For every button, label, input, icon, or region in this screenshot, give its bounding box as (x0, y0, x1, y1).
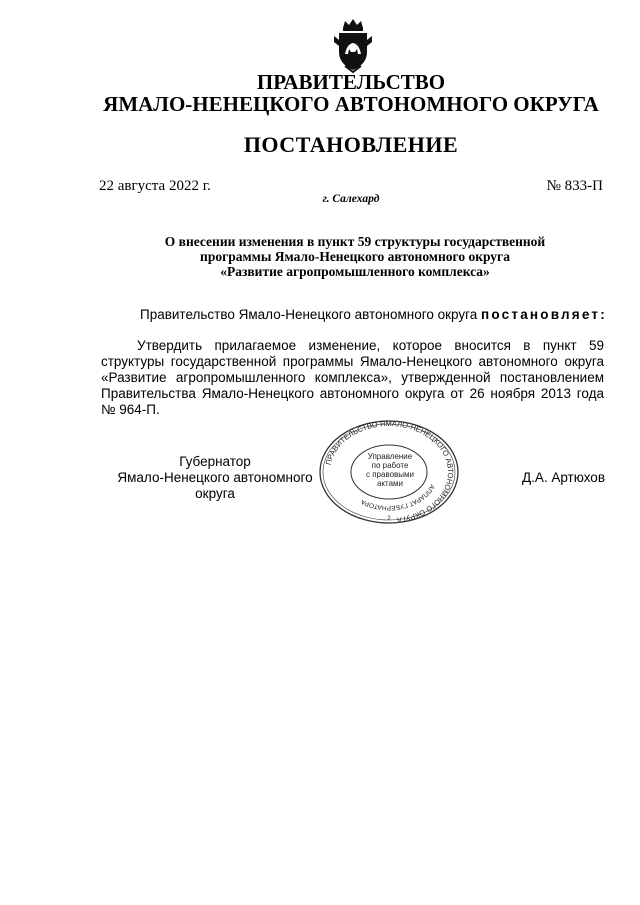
document-subject (130, 234, 580, 279)
government-name (0, 71, 640, 115)
subject-line-1: О внесении изменения в пункт 59 структуры государственной (164, 234, 546, 249)
stamp-center-text (352, 452, 428, 488)
stamp-center-line-1: Управление (367, 452, 413, 461)
stamp-center-line-3: с правовыми (365, 470, 415, 479)
coat-of-arms-icon (331, 18, 375, 74)
document-date: 22 августа 2022 г. (99, 178, 211, 194)
signatory-title-line-1: Губернатор (179, 454, 251, 469)
stamp-number: 2 (387, 516, 391, 522)
signatory-title-line-2: Ямало-Ненецкого автономного округа (117, 470, 313, 501)
decree-verb: постановляет: (481, 307, 607, 322)
subject-line-2: программы Ямало-Ненецкого автономного округа (200, 249, 510, 264)
signatory-name: Д.А. Артюхов (521, 470, 605, 485)
document-number: № 833-П (546, 178, 603, 194)
government-line-2: ЯМАЛО-НЕНЕЦКОГО АВТОНОМНОГО ОКРУГА (103, 92, 599, 116)
stamp-center-line-2: по работе (371, 461, 409, 470)
stamp-outer-text: ПРАВИТЕЛЬСТВО ЯМАЛО-НЕНЕЦКОГО АВТОНОМНОГО ОКРУГА (323, 420, 456, 524)
signatory-title (100, 454, 330, 502)
document-city: г. Салехард (322, 193, 380, 205)
decree-line (140, 307, 607, 322)
government-line-1: ПРАВИТЕЛЬСТВО (256, 70, 446, 94)
stamp-inner-text: АППАРАТ ГУБЕРНАТОРА (359, 482, 436, 512)
decree-prefix: Правительство Ямало-Ненецкого автономного округа (140, 307, 482, 322)
body-paragraph: Утвердить прилагаемое изменение, которое вносится в пункт 59 структуры государственной программы Ямало-Ненецкого автономного округа «Развитие агропромышленного комплекса», утвержденной постановлением Правительства Ямало-Ненецкого автономного округа от 26 ноября 2013 года № 964-П. (101, 338, 604, 417)
subject-line-3: «Развитие агропромышленного комплекса» (220, 264, 490, 279)
document-type: ПОСТАНОВЛЕНИЕ (243, 132, 459, 157)
stamp-center-line-4: актами (376, 479, 404, 488)
